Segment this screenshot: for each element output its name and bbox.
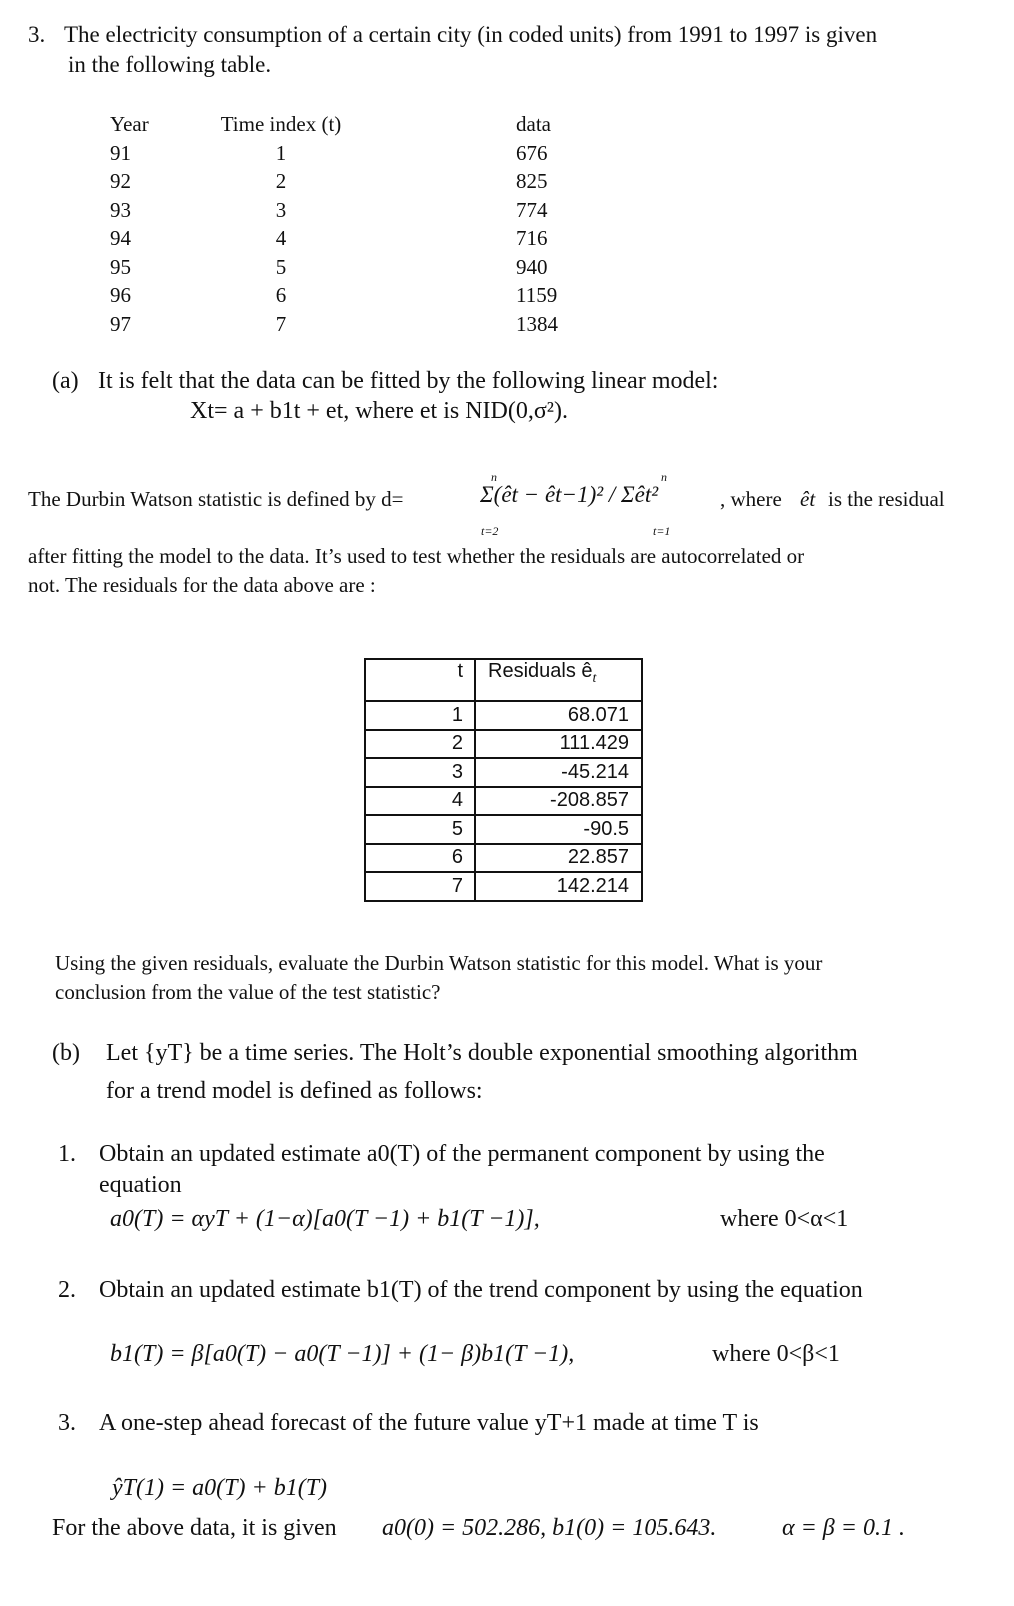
- dw-residual-symbol: êt: [800, 487, 816, 511]
- step1-line1: Obtain an updated estimate a0(T) of the permanent component by using the: [99, 1141, 825, 1167]
- table-row: [365, 758, 642, 787]
- data-cell: 1159: [516, 283, 558, 307]
- residual-value-cell: 22.857: [475, 844, 642, 873]
- step2-where: where 0<β<1: [712, 1341, 840, 1367]
- year-cell: 94: [110, 226, 131, 250]
- residuals-header-text: Residuals ê: [488, 660, 593, 682]
- data-cell: 940: [516, 254, 548, 279]
- time-cell: 7: [275, 311, 287, 336]
- sum2-upper: n: [661, 470, 667, 484]
- time-cell: 6: [275, 283, 287, 307]
- data-cell: 676: [516, 140, 548, 165]
- residuals-header-t: t: [365, 659, 475, 701]
- residuals-table: [364, 658, 643, 902]
- residual-value-cell: 68.071: [475, 701, 642, 730]
- dw-suffix2: is the residual: [828, 487, 945, 511]
- dw-question-line1: Using the given residuals, evaluate the Durbin Watson statistic for this model. What is your: [55, 951, 823, 975]
- table-row: [365, 701, 642, 730]
- step3-equation: ŷT(1) = a0(T) + b1(T): [112, 1475, 328, 1501]
- part-b-line2: for a trend model is defined as follows:: [106, 1078, 483, 1104]
- step3-line1: A one-step ahead forecast of the future value yT+1 made at time T is: [99, 1410, 759, 1436]
- part-b-line1: Let {yT} be a time series. The Holt’s double exponential smoothing algorithm: [106, 1040, 858, 1066]
- residuals-header-sub: t: [592, 671, 597, 686]
- time-cell: 1: [275, 140, 287, 165]
- sum2-lower: t=1: [653, 524, 671, 538]
- data-cell: 1384: [516, 311, 558, 336]
- dw-formula-text: Σ(êt − êt−1)² / Σêt²: [480, 482, 659, 507]
- residual-t-cell: 5: [365, 815, 475, 844]
- year-cell: 96: [110, 283, 131, 307]
- time-cell: 2: [275, 169, 287, 193]
- data-header: data: [516, 112, 551, 136]
- year-column: [110, 110, 149, 338]
- year-cell: 92: [110, 169, 131, 193]
- table-row: [365, 844, 642, 873]
- table-row: [365, 872, 642, 901]
- residual-t-cell: 6: [365, 844, 475, 873]
- residual-t-cell: 2: [365, 730, 475, 759]
- after-fitting-line1: after fitting the model to the data. It’s used to test whether the residuals are autocorrelated or: [28, 544, 805, 568]
- sum1-lower: t=2: [481, 524, 499, 538]
- dw-formula: [478, 470, 728, 546]
- data-cell: 825: [516, 169, 548, 193]
- dw-prefix: The Durbin Watson statistic is defined by d=: [28, 487, 404, 511]
- final-values: a0(0) = 502.286, b1(0) = 105.643.: [382, 1515, 717, 1541]
- question-intro-line2: in the following table.: [68, 52, 272, 77]
- residual-value-cell: -208.857: [475, 787, 642, 816]
- final-prefix: For the above data, it is given: [52, 1515, 337, 1541]
- part-b-label: (b): [52, 1040, 80, 1066]
- data-column: [516, 110, 558, 338]
- residual-value-cell: -90.5: [475, 815, 642, 844]
- residual-value-cell: -45.214: [475, 758, 642, 787]
- table-row: [365, 787, 642, 816]
- year-cell: 97: [110, 311, 131, 336]
- table-row: [365, 815, 642, 844]
- residuals-header-label: [475, 659, 642, 701]
- step1-line2: equation: [99, 1172, 182, 1198]
- step2-line1: Obtain an updated estimate b1(T) of the trend component by using the equation: [99, 1277, 863, 1303]
- residual-t-cell: 3: [365, 758, 475, 787]
- residuals-header-row: [365, 659, 642, 701]
- residual-value-cell: 142.214: [475, 872, 642, 901]
- year-cell: 93: [110, 197, 131, 222]
- linear-model-equation: Xt= a + b1t + et, where et is NID(0,σ²).: [190, 398, 568, 424]
- step1-where: where 0<α<1: [720, 1206, 849, 1232]
- step1-equation: a0(T) = αyT + (1−α)[a0(T −1) + b1(T −1)],: [110, 1206, 540, 1232]
- time-cell: 5: [275, 254, 287, 279]
- dw-question-line2: conclusion from the value of the test statistic?: [55, 980, 441, 1004]
- part-a-label: (a): [52, 368, 79, 394]
- time-cell: 3: [275, 197, 287, 222]
- time-header: Time index (t): [220, 112, 342, 136]
- residual-value-cell: 111.429: [475, 730, 642, 759]
- time-cell: 4: [275, 226, 287, 250]
- year-cell: 95: [110, 254, 131, 279]
- final-params: α = β = 0.1 .: [782, 1515, 905, 1541]
- residual-t-cell: 4: [365, 787, 475, 816]
- step2-number: 2.: [58, 1277, 76, 1303]
- time-column: [219, 110, 343, 338]
- table-row: [365, 730, 642, 759]
- year-header: Year: [110, 112, 149, 136]
- step1-number: 1.: [58, 1141, 76, 1167]
- residual-t-cell: 1: [365, 701, 475, 730]
- step2-equation: b1(T) = β[a0(T) − a0(T −1)] + (1− β)b1(T −1),: [110, 1341, 575, 1367]
- step3-number: 3.: [58, 1410, 76, 1436]
- question-intro-line1: The electricity consumption of a certain city (in coded units) from 1991 to 1997 is given: [64, 22, 878, 47]
- question-number: 3.: [28, 22, 46, 47]
- dw-suffix: , where: [720, 487, 782, 511]
- data-cell: 774: [516, 197, 548, 222]
- data-cell: 716: [516, 226, 548, 250]
- year-cell: 91: [110, 140, 131, 165]
- sum1-upper: n: [491, 470, 497, 484]
- residual-t-cell: 7: [365, 872, 475, 901]
- after-fitting-line2: not. The residuals for the data above are :: [28, 573, 376, 597]
- part-a-line1: It is felt that the data can be fitted by the following linear model:: [98, 368, 719, 394]
